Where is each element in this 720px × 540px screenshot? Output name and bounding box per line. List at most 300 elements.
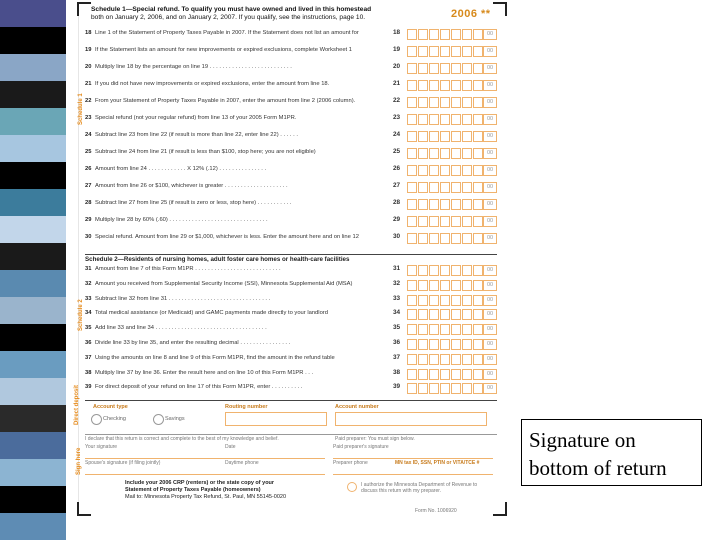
digit-box (473, 280, 483, 291)
line-ref: 18 (393, 29, 401, 36)
digit-box (462, 97, 472, 108)
digit-box (462, 339, 472, 350)
digit-box (451, 324, 461, 335)
footer-line1: Include your 2006 CRP (renters) or the state copy of your (125, 480, 275, 486)
line-number: 27 (85, 183, 92, 189)
digit-box (473, 165, 483, 176)
stripe-band (0, 81, 66, 108)
amount-field[interactable] (407, 339, 484, 350)
digit-box (429, 29, 439, 40)
line-description: Amount from line 24 . . . . . . . . . . . . X 12% (.12) . . . . . . . . . . . . . . . (95, 166, 267, 172)
digit-box (440, 29, 450, 40)
digit-box (451, 295, 461, 306)
digit-box (440, 265, 450, 276)
digit-box (440, 46, 450, 57)
digit-box (473, 46, 483, 57)
cents-box: 00 (483, 369, 497, 380)
line-number: 18 (85, 30, 92, 36)
digit-box (429, 97, 439, 108)
cents-box: 00 (483, 280, 497, 291)
digit-box (451, 233, 461, 244)
schedule2-side-label: Schedule 2 (78, 299, 84, 331)
cents-box: 00 (483, 354, 497, 365)
authorize-checkbox[interactable] (347, 482, 357, 492)
divider (85, 254, 497, 255)
line-ref: 30 (393, 233, 401, 240)
line-ref: 31 (393, 265, 401, 272)
digit-box (407, 80, 417, 91)
cents-box: 00 (483, 131, 497, 142)
callout-line1: Signature on (529, 428, 636, 452)
daytime-phone-label: Daytime phone (225, 460, 259, 466)
amount-field[interactable] (407, 369, 484, 380)
stripe-band (0, 351, 66, 378)
digit-box (440, 114, 450, 125)
account-type-label: Account type (93, 404, 128, 410)
line-ref: 24 (393, 131, 401, 138)
line-ref: 34 (393, 309, 401, 317)
stripe-band (0, 432, 66, 459)
digit-box (462, 131, 472, 142)
cents-box: 00 (483, 265, 497, 276)
line-ref: 39 (393, 383, 401, 391)
stripe-band (0, 27, 66, 54)
routing-number-label: Routing number (225, 404, 268, 410)
stripe-band (0, 0, 66, 27)
digit-box (429, 80, 439, 91)
schedule1-side-label: Schedule 1 (78, 93, 84, 125)
digit-box (407, 309, 417, 320)
digit-box (429, 265, 439, 276)
digit-box (473, 265, 483, 276)
digit-box (407, 339, 417, 350)
digit-box (462, 29, 472, 40)
preparer-id-label: MN tax ID, SSN, PTIN or VITA/TCE # (395, 460, 480, 466)
line-description: Subtract line 27 from line 25 (if result is zero or less, stop here) . . . . . . . . . . . (95, 200, 292, 206)
stripe-band (0, 54, 66, 81)
digit-box (462, 309, 472, 320)
digit-box (451, 199, 461, 210)
digit-box (407, 369, 417, 380)
line-description: Special refund (not your regular refund) from line 13 of your 2005 Form M1PR. (95, 115, 297, 121)
digit-box (440, 216, 450, 227)
line-ref: 29 (393, 216, 401, 223)
digit-box (429, 339, 439, 350)
footer-line3: Mail to: Minnesota Property Tax Refund, St. Paul, MN 55145-0020 (125, 494, 287, 500)
digit-box (462, 233, 472, 244)
preparer-phone-label: Preparer phone (333, 460, 368, 466)
digit-box (407, 280, 417, 291)
amount-field[interactable] (407, 63, 484, 74)
digit-box (418, 324, 428, 335)
savings-label: Savings (165, 416, 185, 422)
digit-box (429, 324, 439, 335)
digit-box (407, 63, 417, 74)
divider (85, 434, 497, 435)
line-number: 19 (85, 47, 92, 53)
amount-field[interactable] (407, 216, 484, 227)
line-description: For direct deposit of your refund on line 17 of this Form M1PR, enter . . . . . . . . . . (95, 384, 303, 391)
account-number-label: Account number (335, 404, 379, 410)
crop-mark (493, 502, 507, 516)
cents-box: 00 (483, 148, 497, 159)
digit-box (451, 369, 461, 380)
line-ref: 21 (393, 80, 401, 87)
line-ref: 36 (393, 339, 401, 346)
digit-box (473, 369, 483, 380)
stripe-band (0, 405, 66, 432)
digit-box (451, 339, 461, 350)
amount-field[interactable] (407, 295, 484, 306)
checking-radio[interactable] (91, 414, 102, 425)
amount-field[interactable] (407, 280, 484, 291)
line-number: 28 (85, 200, 92, 206)
amount-field[interactable] (407, 131, 484, 142)
digit-box (418, 97, 428, 108)
digit-box (407, 265, 417, 276)
digit-box (473, 97, 483, 108)
digit-box (418, 309, 428, 320)
digit-box (451, 46, 461, 57)
digit-box (418, 233, 428, 244)
sign-here-side-label: Sign here (76, 447, 82, 475)
authorize-text: I authorize the Minnesota Department of Revenue to discuss this return with my preparer. (361, 482, 478, 494)
line-number: 33 (85, 295, 92, 302)
digit-box (418, 339, 428, 350)
line-number: 35 (85, 325, 92, 332)
digit-box (451, 29, 461, 40)
digit-box (429, 46, 439, 57)
line-description: Total medical assistance (or Medicaid) and GAMC payments made directly to your landlord (95, 310, 328, 317)
line-description: Line 1 of the Statement of Property Taxes Payable in 2007. If the Statement does not list an amount for (95, 30, 359, 36)
line-description: Divide line 33 by line 35, and enter the resulting decimal . . . . . . . . . . . . . . . . (95, 340, 291, 346)
header-line1: Schedule 1—Special refund. To qualify you must have owned and lived in this homestead (91, 6, 372, 13)
digit-box (429, 165, 439, 176)
cents-box: 00 (483, 295, 497, 306)
digit-box (407, 324, 417, 335)
digit-box (462, 46, 472, 57)
account-number-field[interactable] (335, 412, 487, 426)
callout-line2: bottom of return (529, 456, 667, 480)
digit-box (418, 280, 428, 291)
line-description: From your Statement of Property Taxes Payable in 2007, enter the amount from line 2 (2006 column). (95, 98, 356, 104)
digit-box (473, 339, 483, 350)
digit-box (418, 295, 428, 306)
line-description: Using the amounts on line 8 and line 9 of this Form M1PR, find the amount in the refund table (95, 354, 335, 361)
digit-box (440, 295, 450, 306)
digit-box (407, 383, 417, 394)
cents-box: 00 (483, 233, 497, 244)
digit-box (462, 148, 472, 159)
line-ref: 35 (393, 324, 401, 332)
line-ref: 27 (393, 182, 401, 189)
header-line2: both on January 2, 2006, and on January 2, 2007. If you qualify, see the instructions, page 10. (91, 14, 366, 21)
digit-box (418, 199, 428, 210)
checking-label: Checking (103, 416, 126, 422)
digit-box (451, 114, 461, 125)
line-number: 21 (85, 81, 92, 87)
crop-mark (493, 2, 507, 16)
cents-box: 00 (483, 339, 497, 350)
spouse-signature-label: Spouse's signature (if filing jointly) (85, 460, 161, 466)
digit-box (473, 216, 483, 227)
divider (85, 400, 497, 401)
footer-line2: Statement of Property Taxes Payable (homeowners) (125, 487, 261, 493)
amount-field[interactable] (407, 148, 484, 159)
digit-box (462, 182, 472, 193)
line-description: Amount you received from Supplemental Security Income (SSI), Minnesota Supplemental Aid (MSA) (95, 280, 353, 287)
amount-field[interactable] (407, 309, 484, 320)
amount-field[interactable] (407, 114, 484, 125)
digit-box (440, 324, 450, 335)
digit-box (473, 295, 483, 306)
direct-deposit-side-label: Direct deposit (74, 384, 80, 425)
digit-box (473, 383, 483, 394)
stripe-band (0, 189, 66, 216)
digit-box (407, 233, 417, 244)
line-number: 25 (85, 149, 92, 155)
amount-field[interactable] (407, 265, 484, 276)
cents-box: 00 (483, 182, 497, 193)
digit-box (451, 63, 461, 74)
line-number: 29 (85, 217, 92, 223)
digit-box (473, 29, 483, 40)
line-description: Subtract line 32 from line 31 . . . . . . . . . . . . . . . . . . . . . . . . . . . . . . . . (95, 295, 271, 302)
digit-box (407, 165, 417, 176)
tax-form (74, 4, 505, 514)
digit-box (418, 63, 428, 74)
crop-mark (77, 2, 91, 16)
stripe-band (0, 108, 66, 135)
stripe-band (0, 162, 66, 189)
digit-box (451, 80, 461, 91)
digit-box (462, 280, 472, 291)
digit-box (440, 369, 450, 380)
line-description: Multiply line 28 by 60% (.60) . . . . . . . . . . . . . . . . . . . . . . . . . . . . . . . (95, 217, 268, 223)
line-description: Amount from line 26 or $100, whichever is greater . . . . . . . . . . . . . . . . . . . . (95, 183, 288, 189)
amount-field[interactable] (407, 165, 484, 176)
digit-box (440, 80, 450, 91)
digit-box (451, 148, 461, 159)
digit-box (473, 131, 483, 142)
your-signature-label: Your signature (85, 444, 118, 450)
routing-number-field[interactable] (225, 412, 327, 426)
digit-box (418, 354, 428, 365)
stripe-band (0, 216, 66, 243)
digit-box (407, 114, 417, 125)
digit-box (462, 80, 472, 91)
digit-box (451, 182, 461, 193)
your-signature-line[interactable] (85, 444, 325, 459)
digit-box (418, 29, 428, 40)
digit-box (418, 383, 428, 394)
digit-box (429, 131, 439, 142)
digit-box (429, 233, 439, 244)
preparer-phone-line[interactable] (333, 460, 493, 475)
preparer-signature-line[interactable] (333, 444, 493, 459)
line-ref: 19 (393, 46, 401, 53)
amount-field[interactable] (407, 233, 484, 244)
paid-preparer-note: Paid preparer: You must sign below. (335, 436, 415, 442)
digit-box (429, 216, 439, 227)
digit-box (440, 233, 450, 244)
digit-box (429, 148, 439, 159)
cents-box: 00 (483, 165, 497, 176)
digit-box (429, 199, 439, 210)
digit-box (429, 369, 439, 380)
date-label: Date (225, 444, 236, 450)
line-description: Multiply line 18 by the percentage on line 19 . . . . . . . . . . . . . . . . . . . . . . . . . . (95, 64, 292, 70)
amount-field[interactable] (407, 80, 484, 91)
digit-box (473, 233, 483, 244)
digit-box (429, 182, 439, 193)
line-number: 37 (85, 354, 92, 361)
cents-box: 00 (483, 80, 497, 91)
digit-box (418, 165, 428, 176)
digit-box (440, 383, 450, 394)
digit-box (407, 199, 417, 210)
digit-box (418, 369, 428, 380)
digit-box (462, 324, 472, 335)
amount-field[interactable] (407, 29, 484, 40)
digit-box (473, 114, 483, 125)
cents-box: 00 (483, 29, 497, 40)
line-ref: 38 (393, 368, 401, 376)
digit-box (418, 148, 428, 159)
digit-box (429, 114, 439, 125)
digit-box (473, 63, 483, 74)
amount-field[interactable] (407, 324, 484, 335)
stripe-band (0, 135, 66, 162)
digit-box (407, 148, 417, 159)
cents-box: 00 (483, 383, 497, 394)
cents-box: 00 (483, 199, 497, 210)
digit-box (451, 216, 461, 227)
line-ref: 32 (393, 279, 401, 287)
digit-box (440, 97, 450, 108)
stripe-band (0, 513, 66, 540)
line-number: 23 (85, 115, 92, 121)
line-description: Subtract line 23 from line 22 (if result is more than line 22, enter line 22) . . . . . . (95, 132, 298, 138)
digit-box (451, 165, 461, 176)
digit-box (462, 369, 472, 380)
digit-box (473, 199, 483, 210)
amount-field[interactable] (407, 199, 484, 210)
amount-field[interactable] (407, 97, 484, 108)
line-description: Subtract line 24 from line 21 (if result is less than $100, stop here; you are not eligible) (95, 149, 316, 155)
digit-box (440, 280, 450, 291)
line-description: If you did not have new improvements or expired exclusions, enter the amount from line 18. (95, 81, 330, 87)
digit-box (407, 295, 417, 306)
digit-box (429, 309, 439, 320)
line-ref: 20 (393, 63, 401, 70)
digit-box (429, 354, 439, 365)
digit-box (451, 131, 461, 142)
stripe-band (0, 324, 66, 351)
amount-field[interactable] (407, 46, 484, 57)
stripe-band (0, 486, 66, 513)
line-description: Amount from line 7 of this Form M1PR . . . . . . . . . . . . . . . . . . . . . . . . . . . (95, 266, 281, 272)
digit-box (462, 354, 472, 365)
amount-field[interactable] (407, 354, 484, 365)
stripe-band (0, 243, 66, 270)
digit-box (462, 216, 472, 227)
digit-box (429, 63, 439, 74)
line-ref: 25 (393, 148, 401, 155)
amount-field[interactable] (407, 383, 484, 394)
digit-box (407, 182, 417, 193)
digit-box (418, 80, 428, 91)
digit-box (407, 46, 417, 57)
form-number: Form No. 1006920 (415, 508, 457, 514)
digit-box (407, 29, 417, 40)
digit-box (451, 354, 461, 365)
digit-box (462, 114, 472, 125)
line-number: 22 (85, 98, 92, 104)
amount-field[interactable] (407, 182, 484, 193)
cents-box: 00 (483, 46, 497, 57)
digit-box (440, 131, 450, 142)
line-number: 26 (85, 166, 92, 172)
spouse-signature-line[interactable] (85, 460, 325, 475)
schedule2-title: Schedule 2—Residents of nursing homes, adult foster care homes or health-care facilities (85, 256, 350, 263)
schedule1-header (91, 6, 421, 22)
signature-callout (521, 419, 702, 486)
line-number: 32 (85, 280, 92, 287)
line-ref: 37 (393, 353, 401, 361)
line-number: 36 (85, 340, 92, 346)
digit-box (407, 97, 417, 108)
digit-box (440, 165, 450, 176)
digit-box (418, 216, 428, 227)
digit-box (418, 131, 428, 142)
line-ref: 28 (393, 199, 401, 206)
digit-box (462, 165, 472, 176)
line-ref: 23 (393, 114, 401, 121)
digit-box (473, 324, 483, 335)
form-code: 2006 ** (451, 8, 491, 20)
line-ref: 22 (393, 97, 401, 104)
line-number: 38 (85, 369, 92, 376)
line-number: 30 (85, 234, 92, 240)
crop-mark (77, 502, 91, 516)
digit-box (407, 354, 417, 365)
digit-box (451, 280, 461, 291)
line-ref: 33 (393, 294, 401, 302)
stripe-band (0, 459, 66, 486)
cents-box: 00 (483, 216, 497, 227)
digit-box (451, 383, 461, 394)
digit-box (418, 265, 428, 276)
savings-radio[interactable] (153, 414, 164, 425)
digit-box (429, 295, 439, 306)
digit-box (407, 216, 417, 227)
digit-box (440, 182, 450, 193)
line-description: Special refund. Amount from line 29 or $1,000, whichever is less. Enter the amount here and on line 12 (95, 234, 359, 240)
digit-box (440, 148, 450, 159)
line-number: 34 (85, 310, 92, 317)
digit-box (418, 46, 428, 57)
stripe-band (0, 270, 66, 297)
digit-box (462, 383, 472, 394)
digit-box (462, 199, 472, 210)
digit-box (418, 114, 428, 125)
cents-box: 00 (483, 114, 497, 125)
digit-box (473, 182, 483, 193)
cents-box: 00 (483, 324, 497, 335)
line-number: 31 (85, 266, 92, 272)
line-description: Add line 33 and line 34 . . . . . . . . . . . . . . . . . . . . . . . . . . . . . . . . . . . (95, 325, 267, 332)
